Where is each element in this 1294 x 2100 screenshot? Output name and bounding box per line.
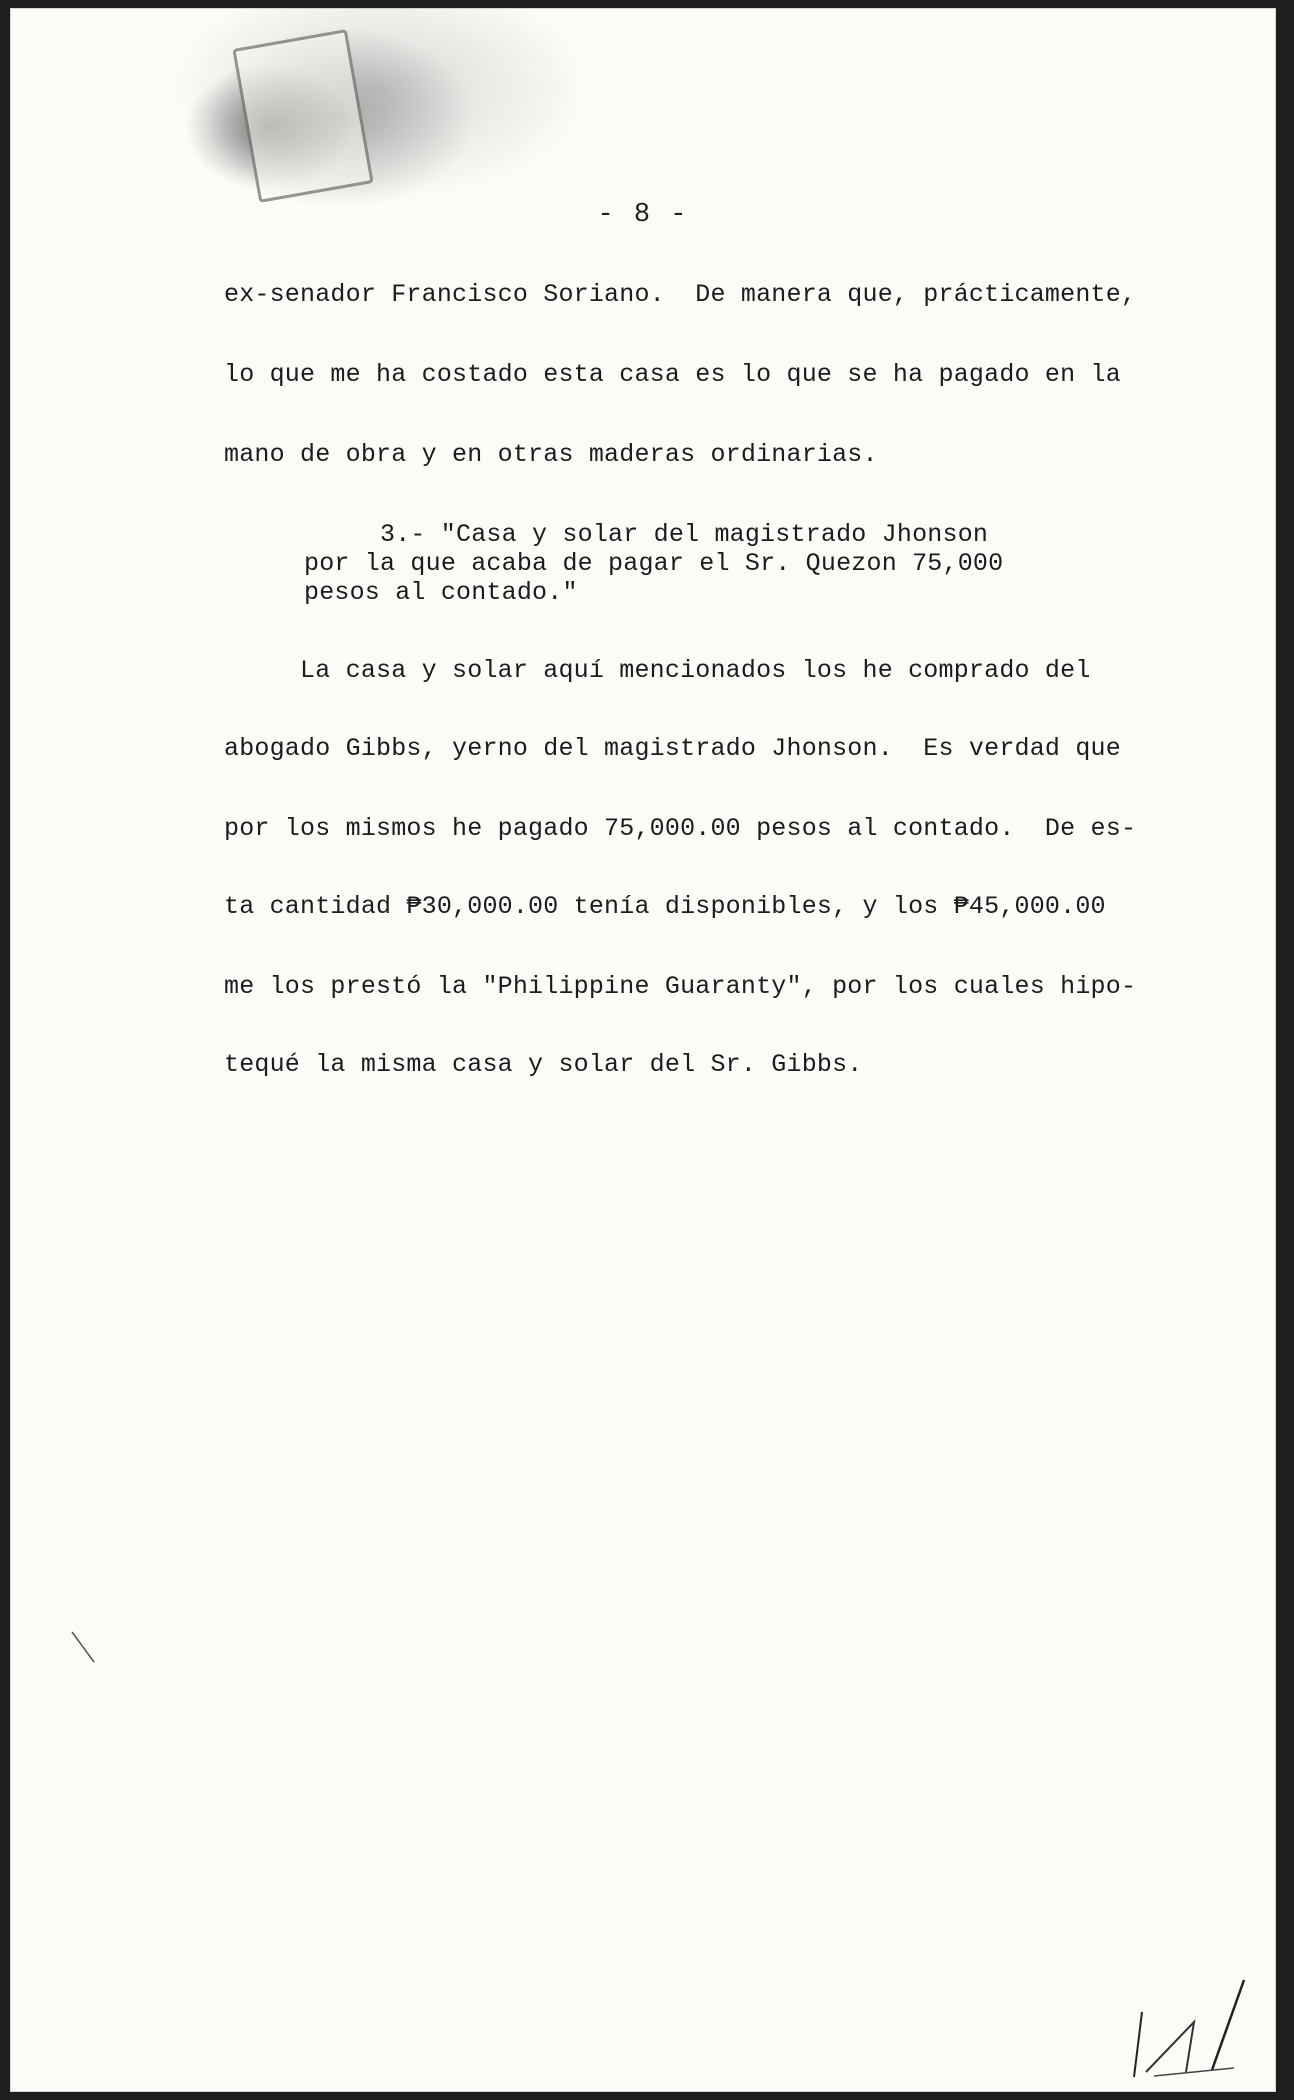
quote-line: por la que acaba de pagar el Sr. Quezon 75,000 — [304, 549, 1004, 578]
paragraph-line: me los prestó la "Philippine Guaranty", por los cuales hipo- — [224, 972, 1137, 1001]
paragraph-line: ta cantidad ₱30,000.00 tenía disponibles, y los ₱45,000.00 — [224, 892, 1106, 921]
quote-line: pesos al contado." — [304, 578, 578, 607]
paragraph-line: La casa y solar aquí mencionados los he comprado del — [224, 656, 1091, 685]
paragraph-line: abogado Gibbs, yerno del magistrado Jhonson. Es verdad que — [224, 734, 1121, 763]
quote-line: 3.- "Casa y solar del magistrado Jhonson — [380, 520, 989, 549]
paragraph-line: tequé la misma casa y solar del Sr. Gibbs. — [224, 1050, 863, 1079]
paragraph-line: mano de obra y en otras maderas ordinarias. — [224, 440, 878, 469]
stray-mark — [70, 1628, 100, 1668]
paper-patch — [232, 29, 373, 203]
paragraph-line: por los mismos he pagado 75,000.00 pesos al contado. De es- — [224, 814, 1137, 843]
handwritten-mark — [1124, 1972, 1254, 2082]
paragraph-line: ex-senador Francisco Soriano. De manera que, prácticamente, — [224, 280, 1137, 309]
paragraph-line: lo que me ha costado esta casa es lo que se ha pagado en la — [224, 360, 1121, 389]
document-page — [10, 8, 1276, 2092]
page-number: - 8 - — [597, 200, 689, 230]
